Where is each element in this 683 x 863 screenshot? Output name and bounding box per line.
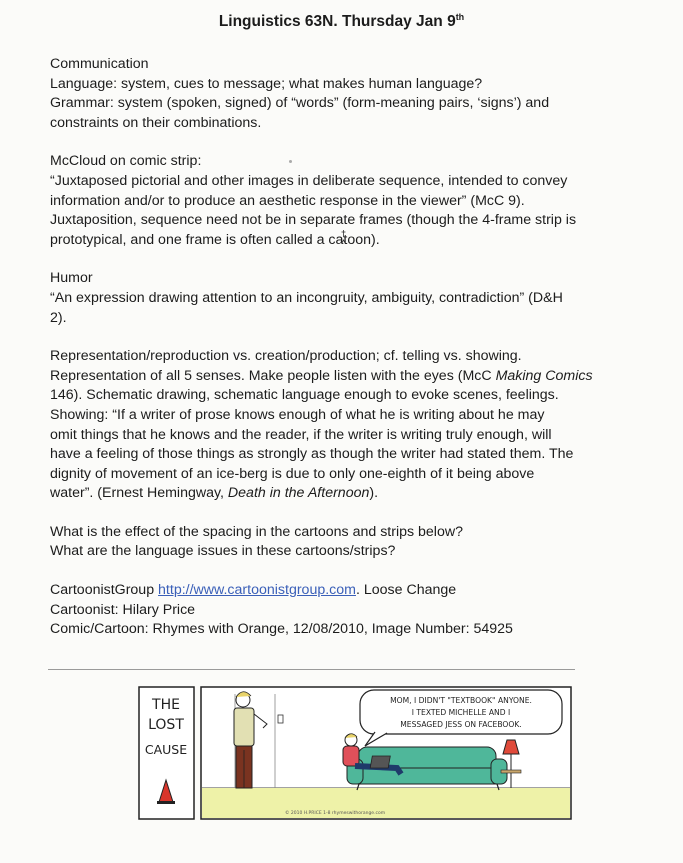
representation-line-1: Representation/reproduction vs. creation/production; cf. telling vs. showing. [50,348,522,365]
humor-line-2: 2). [50,309,67,326]
questions-section [50,523,650,562]
cartoonist-group-link[interactable]: http://www.cartoonistgroup.com [158,582,356,599]
representation-line-3: 146). Schematic drawing, schematic language enough to evoke scenes, feelings. [50,387,559,404]
humor-section [50,269,650,328]
question-1: What is the effect of the spacing in the cartoons and strips below? [50,523,463,540]
representation-line-2a: Representation of all 5 senses. Make people listen with the eyes (McC [50,367,496,384]
communication-line-3: constraints on their combinations. [50,114,262,131]
credits-group-tail: . Loose Change [355,582,457,599]
laptop-icon [370,756,390,768]
credits-cartoonist: Cartoonist: Hilary Price [50,601,196,618]
mother-shirt [234,708,254,746]
sofa-seat [351,768,503,784]
side-table [501,770,521,773]
representation-line-8a: water”. (Ernest Hemingway, [50,485,228,502]
humor-heading: Humor [50,270,93,287]
title-text: Linguistics 63N. Thursday Jan 9 [218,13,456,31]
making-comics-title: Making Comics [495,367,593,384]
balloon-line-1: MOM, I DIDN'T "TEXTBOOK" ANYONE. [390,696,532,705]
title-superscript: th [455,12,465,22]
representation-line-8 [50,484,650,504]
communication-heading: Communication [50,56,149,72]
notes-body [50,55,650,659]
mccloud-section [50,152,650,250]
balloon-line-2: I TEXTED MICHELLE AND I [411,708,511,717]
credits-group-line [50,581,650,601]
divider-rule [48,669,575,670]
carpet [202,788,570,818]
representation-line-6: have a feeling of those things as strongly as though the writer had stated them. The [50,446,574,463]
representation-section [50,347,650,504]
page-title [0,12,683,31]
representation-line-7: dignity of movement of an ice-berg is due to only one-eighth of it being above [50,465,535,482]
humor-line-1: “An expression drawing attention to an incongruity, ambiguity, contradiction” (D&H [50,289,563,306]
communication-line-2: Grammar: system (spoken, signed) of “words” (form-meaning pairs, ‘signs’) and [50,95,550,112]
question-2: What are the language issues in these cartoons/strips? [50,543,396,560]
mccloud-line-1: “Juxtaposed pictorial and other images in deliberate sequence, intended to convey [50,172,568,189]
communication-line-1: Language: system, cues to message; what makes human language? [50,75,483,92]
death-in-the-afternoon-title: Death in the Afternoon [227,485,370,502]
comic-title-line-2: LOST [148,717,184,733]
communication-section [50,55,650,133]
mccloud-line-4 [50,231,650,251]
comic-signature: © 2010 H.PRICE 1-8 rhymeswithorange.com [285,811,386,816]
mccloud-heading: McCloud on comic strip: [50,153,202,170]
representation-line-2 [50,367,650,387]
representation-line-5: omit things that he knows and the reader, if the writer is writing truly enough, will [50,426,552,443]
comic-title-line-3: CAUSE [144,742,188,757]
mccloud-line-4b: toon). [343,231,380,248]
credits-group: CartoonistGroup [50,582,159,599]
representation-line-8c: ). [369,485,379,502]
comic-strip [135,684,575,824]
mccloud-line-3: Juxtaposition, sequence need not be in separate frames (though the 4-frame strip is [50,212,577,229]
mccloud-line-4a: prototypical, and one frame is often called a ca [50,231,344,248]
balloon-line-3: MESSAGED JESS ON FACEBOOK. [400,720,522,729]
credits-section [50,581,650,640]
credits-comic: Comic/Cartoon: Rhymes with Orange, 12/08/2010, Image Number: 54925 [50,621,513,638]
representation-line-4: Showing: “If a writer of prose knows enough of what he is writing about he may [50,406,545,423]
comic-title-line-1: THE [152,697,180,713]
daughter-shirt [343,746,359,766]
mccloud-line-2: information and/or to produce an aesthetic response in the viewer” (McC 9). [50,192,525,209]
